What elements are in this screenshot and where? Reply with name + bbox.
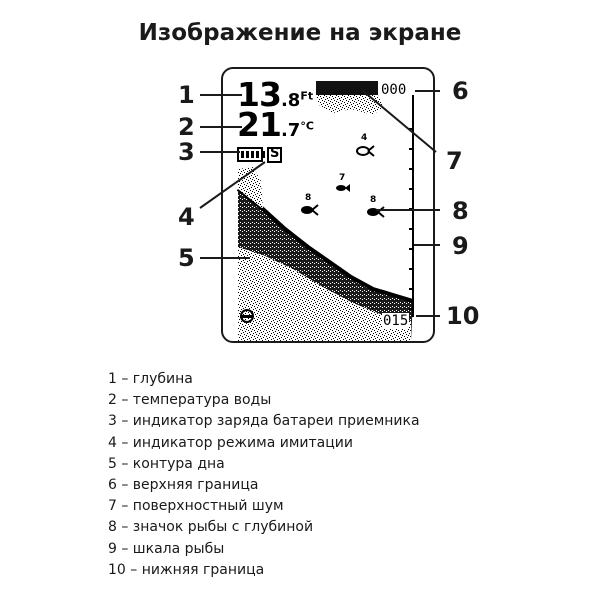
callout-number: 8 bbox=[452, 197, 469, 225]
callout-number: 6 bbox=[452, 77, 469, 105]
legend-item: 6 – верхняя граница bbox=[108, 477, 259, 494]
callout-number: 5 bbox=[178, 244, 195, 272]
temperature-decimal: .7 bbox=[280, 120, 301, 141]
fish-depth-label: 4 bbox=[361, 133, 368, 143]
legend-item: 5 – контура дна bbox=[108, 455, 225, 472]
legend-item: 3 – индикатор заряда батареи приемника bbox=[108, 413, 420, 430]
callout-number: 2 bbox=[178, 113, 195, 141]
sim-mode-letter: S bbox=[270, 146, 280, 161]
callout-number: 9 bbox=[452, 232, 469, 260]
fish-depth-label: 7 bbox=[339, 173, 346, 183]
legend-list bbox=[108, 369, 420, 581]
legend-item: 1 – глубина bbox=[108, 371, 193, 387]
callout-number: 3 bbox=[178, 138, 195, 166]
lower-limit: 015 bbox=[383, 313, 409, 329]
fish-depth-label: 8 bbox=[305, 193, 312, 203]
diagram-title: Изображение на экране bbox=[138, 20, 462, 46]
legend-item: 10 – нижняя граница bbox=[108, 561, 265, 578]
depth-value: 13 bbox=[237, 75, 281, 114]
upper-limit: 000 bbox=[381, 82, 407, 98]
callout-number: 4 bbox=[178, 203, 195, 231]
legend-item: 9 – шкала рыбы bbox=[108, 540, 225, 557]
temperature-unit: °C bbox=[300, 119, 314, 133]
legend-item: 8 – значок рыбы с глубиной bbox=[108, 519, 314, 536]
legend-item: 4 – индикатор режима имитации bbox=[108, 434, 353, 451]
callout-number: 10 bbox=[446, 302, 480, 330]
temperature-value: 21 bbox=[237, 105, 281, 144]
legend-item: 7 – поверхностный шум bbox=[108, 498, 284, 515]
callout-number: 7 bbox=[446, 147, 463, 175]
depth-unit: Ft bbox=[300, 89, 314, 103]
depth-decimal: .8 bbox=[280, 90, 301, 111]
legend-item: 2 – температура воды bbox=[108, 392, 272, 409]
fish-depth-label: 8 bbox=[370, 195, 377, 205]
callout-number: 1 bbox=[178, 81, 195, 109]
